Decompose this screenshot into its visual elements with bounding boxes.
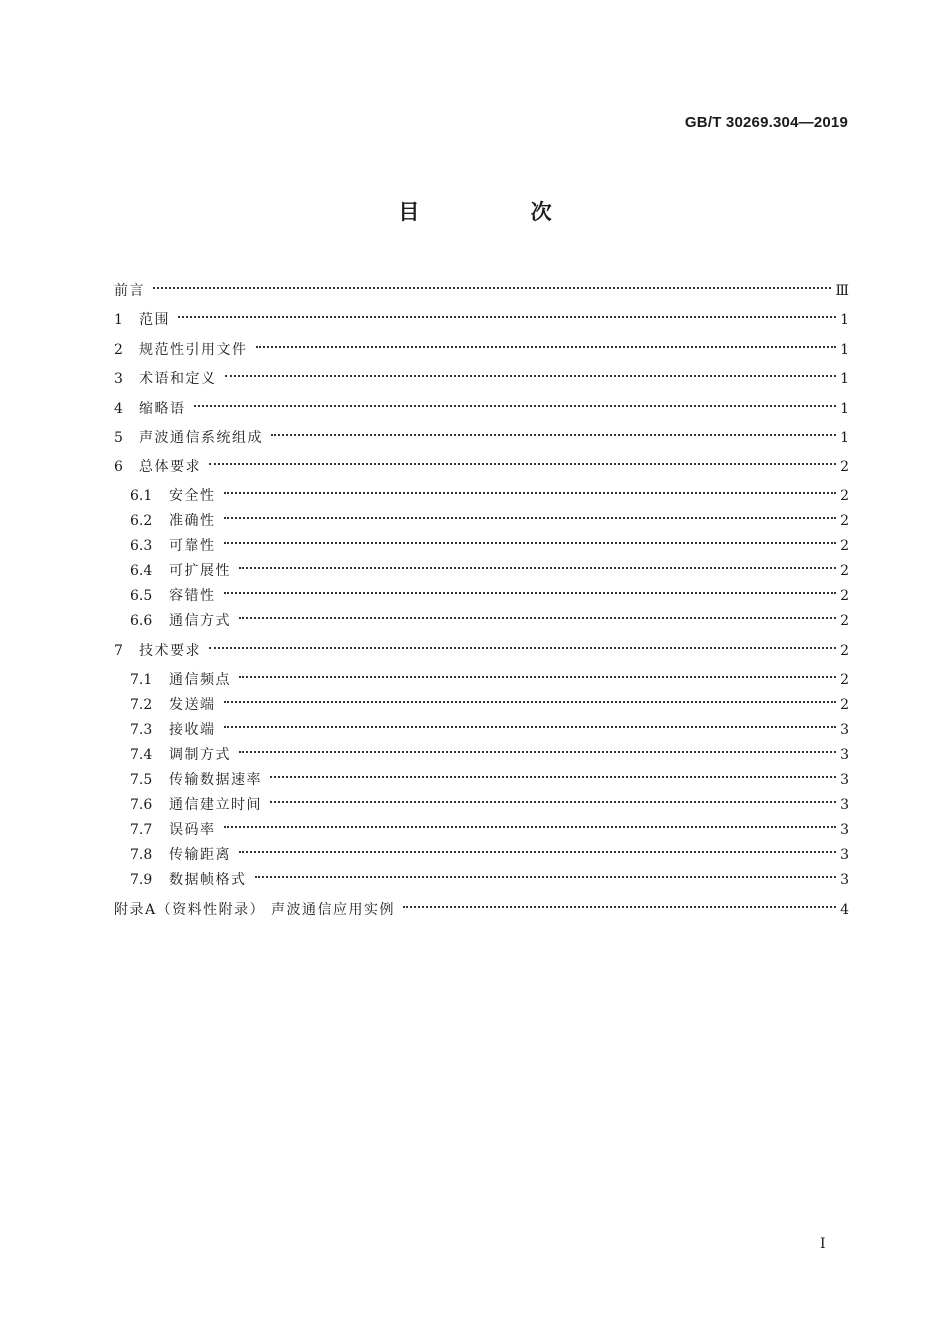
toc-entry-number: 7.4 xyxy=(130,747,153,763)
toc-entry[interactable] xyxy=(130,553,849,579)
toc-entry-number: 6 xyxy=(114,459,123,475)
toc-entry-page: 1 xyxy=(840,371,849,387)
toc-entry-label: 通信方式 xyxy=(169,613,231,629)
toc-entry-page: 3 xyxy=(840,847,849,863)
toc-dot-leader xyxy=(271,420,840,442)
toc-entry[interactable] xyxy=(130,603,849,629)
toc-entry-label: 规范性引用文件 xyxy=(139,342,248,358)
toc-dot-leader xyxy=(224,712,841,734)
toc-entry-number: 1 xyxy=(114,312,123,328)
toc-entry-number: 3 xyxy=(114,371,123,387)
toc-dot-leader xyxy=(224,578,841,600)
toc-entry-number: 6.4 xyxy=(130,563,153,579)
toc-entry-label: 调制方式 xyxy=(169,747,231,763)
page-number: I xyxy=(820,1236,826,1252)
toc-dot-leader xyxy=(209,449,840,471)
toc-entry-number: 6.2 xyxy=(130,513,153,529)
toc-entry-label: 接收端 xyxy=(169,722,216,738)
toc-entry-label: 通信建立时间 xyxy=(169,797,262,813)
toc-entry-page: 2 xyxy=(840,613,849,629)
toc-entry-label: 缩略语 xyxy=(139,401,186,417)
toc-entry[interactable] xyxy=(130,503,849,529)
toc-dot-leader xyxy=(194,391,841,413)
toc-entry[interactable] xyxy=(114,420,849,446)
toc-dot-leader xyxy=(270,787,840,809)
toc-entry[interactable] xyxy=(130,687,849,713)
toc-entry-label: 准确性 xyxy=(169,513,216,529)
toc-entry-label: 总体要求 xyxy=(139,459,201,475)
toc-entry-page: 2 xyxy=(840,563,849,579)
toc-dot-leader xyxy=(224,528,841,550)
toc-entry-label: 可扩展性 xyxy=(169,563,231,579)
toc-entry-number: 5 xyxy=(114,430,123,446)
toc-entry-number: 7.1 xyxy=(130,672,153,688)
toc-dot-leader xyxy=(239,837,840,859)
toc-entry-page: 2 xyxy=(840,488,849,504)
toc-entry-number: 7.2 xyxy=(130,697,153,713)
toc-entry-number: 7.9 xyxy=(130,872,153,888)
toc-entry-page: 2 xyxy=(840,513,849,529)
toc-entry[interactable] xyxy=(130,712,849,738)
toc-entry-page: 3 xyxy=(840,872,849,888)
toc-entry-label: 容错性 xyxy=(169,588,216,604)
toc-dot-leader xyxy=(239,662,840,684)
toc-entry-label: 发送端 xyxy=(169,697,216,713)
toc-entry[interactable] xyxy=(114,273,849,299)
toc-entry-label: 传输距离 xyxy=(169,847,231,863)
toc-entry-label: 可靠性 xyxy=(169,538,216,554)
toc-entry[interactable] xyxy=(114,892,849,918)
toc-dot-leader xyxy=(403,892,840,914)
toc-entry[interactable] xyxy=(114,361,849,387)
toc-entry-page: 1 xyxy=(840,430,849,446)
toc-entry-label: 附录A（资料性附录） 声波通信应用实例 xyxy=(114,902,396,918)
toc-entry[interactable] xyxy=(130,837,849,863)
toc-entry-page: 2 xyxy=(840,643,849,659)
toc-dot-leader xyxy=(224,503,841,525)
toc-entry-label: 声波通信系统组成 xyxy=(139,430,263,446)
toc-entry-label: 前言 xyxy=(114,283,145,299)
toc-dot-leader xyxy=(209,633,840,655)
toc-entry-number: 6.5 xyxy=(130,588,153,604)
toc-dot-leader xyxy=(224,478,841,500)
toc-dot-leader xyxy=(224,687,841,709)
toc-entry[interactable] xyxy=(114,302,849,328)
toc-entry-page: 3 xyxy=(840,797,849,813)
toc-entry-page: 3 xyxy=(840,722,849,738)
toc-entry-number: 7.3 xyxy=(130,722,153,738)
toc-dot-leader xyxy=(239,553,840,575)
toc-entry-label: 传输数据速率 xyxy=(169,772,262,788)
toc-entry-page: Ⅲ xyxy=(835,283,849,299)
toc-dot-leader xyxy=(239,603,840,625)
toc-entry[interactable] xyxy=(130,737,849,763)
toc-entry-number: 7.5 xyxy=(130,772,153,788)
toc-dot-leader xyxy=(178,302,840,324)
toc-entry-page: 3 xyxy=(840,772,849,788)
toc-entry-page: 3 xyxy=(840,822,849,838)
toc-entry[interactable] xyxy=(130,812,849,838)
standard-code: GB/T 30269.304—2019 xyxy=(684,114,848,131)
toc-entry-number: 6.1 xyxy=(130,488,153,504)
toc-dot-leader xyxy=(255,862,841,884)
toc-entry[interactable] xyxy=(130,862,849,888)
toc-entry[interactable] xyxy=(114,633,849,659)
toc-entry-page: 1 xyxy=(840,342,849,358)
toc-entry-page: 2 xyxy=(840,538,849,554)
toc-entry[interactable] xyxy=(130,662,849,688)
toc-entry[interactable] xyxy=(130,787,849,813)
toc-entry[interactable] xyxy=(114,332,849,358)
toc-entry-page: 1 xyxy=(840,312,849,328)
toc-dot-leader xyxy=(225,361,841,383)
toc-entry-page: 2 xyxy=(840,588,849,604)
toc-dot-leader xyxy=(256,332,841,354)
toc-entry-page: 3 xyxy=(840,747,849,763)
toc-entry-page: 2 xyxy=(840,672,849,688)
toc-entry-page: 2 xyxy=(840,697,849,713)
toc-entry-label: 误码率 xyxy=(169,822,216,838)
toc-entry[interactable] xyxy=(130,478,849,504)
toc-entry[interactable] xyxy=(130,578,849,604)
toc-entry-label: 范围 xyxy=(139,312,170,328)
toc-entry-number: 4 xyxy=(114,401,123,417)
toc-entry-label: 安全性 xyxy=(169,488,216,504)
toc-dot-leader xyxy=(270,762,840,784)
toc-entry-label: 通信频点 xyxy=(169,672,231,688)
toc-entry[interactable] xyxy=(130,528,849,554)
toc-entry-page: 1 xyxy=(840,401,849,417)
toc-entry[interactable] xyxy=(130,762,849,788)
toc-entry-number: 6.3 xyxy=(130,538,153,554)
toc-entry-label: 技术要求 xyxy=(139,643,201,659)
toc-entry[interactable] xyxy=(114,391,849,417)
toc-dot-leader xyxy=(153,273,835,295)
toc-entry-number: 6.6 xyxy=(130,613,153,629)
toc-entry-label: 术语和定义 xyxy=(139,371,217,387)
toc-entry-number: 7.8 xyxy=(130,847,153,863)
toc-dot-leader xyxy=(224,812,841,834)
toc-entry-number: 7 xyxy=(114,643,123,659)
toc-entry-page: 2 xyxy=(840,459,849,475)
toc-entry[interactable] xyxy=(114,449,849,475)
toc-entry-number: 7.6 xyxy=(130,797,153,813)
toc-dot-leader xyxy=(239,737,840,759)
page-title: 目 次 xyxy=(398,200,604,224)
toc-entry-page: 4 xyxy=(840,902,849,918)
toc-entry-label: 数据帧格式 xyxy=(169,872,247,888)
toc-entry-number: 7.7 xyxy=(130,822,153,838)
toc-entry-number: 2 xyxy=(114,342,123,358)
